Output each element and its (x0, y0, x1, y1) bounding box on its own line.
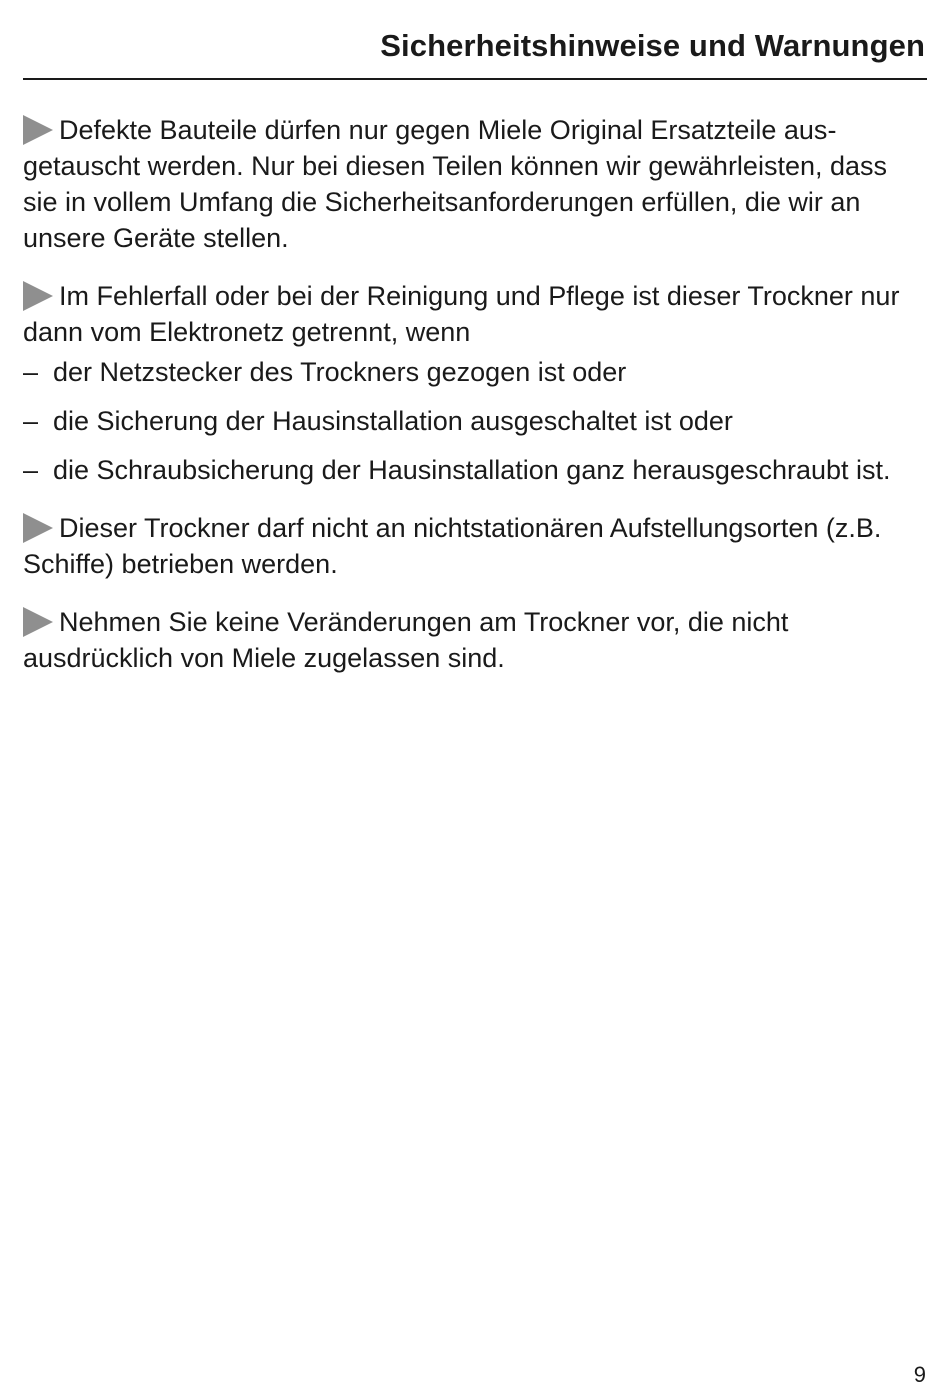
paragraph-text: Defekte Bauteile dürfen nur gegen Miele Original Ersatzteile ausgetauscht werden. Nur bei diesen Teilen können wir gewährleisten, dass sie in vollem Umfang die Sicherheitsanforderungen erfüllen, die wir an unsere Geräte stellen. (23, 115, 888, 253)
disconnect-conditions-list (23, 354, 923, 488)
dash-icon: – (23, 455, 39, 485)
triangle-right-icon (23, 281, 53, 311)
paragraph-text: Dieser Trockner darf nicht an nichtstationären Aufstellungsorten (z.B. Schiffe) betrieben werden. (23, 513, 882, 579)
list-item-text: die Sicherung der Hausinstallation ausgeschaltet ist oder (53, 406, 733, 436)
page-header (23, 22, 927, 80)
triangle-right-icon (23, 607, 53, 637)
triangle-right-icon (23, 115, 53, 145)
safety-paragraph-modifications (23, 604, 923, 676)
page-title: Sicherheitshinweise und Warnungen (380, 28, 925, 63)
list-item-text: die Schraubsicherung der Hausinstallation ganz herausgeschraubt ist. (53, 455, 891, 485)
safety-paragraph-disconnect (23, 278, 923, 350)
list-item (23, 403, 923, 439)
paragraph-text: Im Fehlerfall oder bei der Reinigung und Pflege ist dieser Trockner nur dann vom Elektronetz getrennt, wenn (23, 281, 900, 347)
safety-paragraph-location (23, 510, 923, 582)
triangle-right-icon (23, 513, 53, 543)
page-number: 9 (913, 1362, 926, 1387)
safety-paragraph-spare-parts (23, 112, 923, 256)
dash-icon: – (23, 357, 39, 387)
list-item (23, 452, 923, 488)
paragraph-text: Nehmen Sie keine Veränderungen am Trockner vor, die nicht ausdrücklich von Miele zugelassen sind. (23, 607, 789, 673)
list-item (23, 354, 923, 390)
document-body (23, 112, 923, 698)
dash-icon: – (23, 406, 39, 436)
list-item-text: der Netzstecker des Trockners gezogen ist oder (53, 357, 627, 387)
